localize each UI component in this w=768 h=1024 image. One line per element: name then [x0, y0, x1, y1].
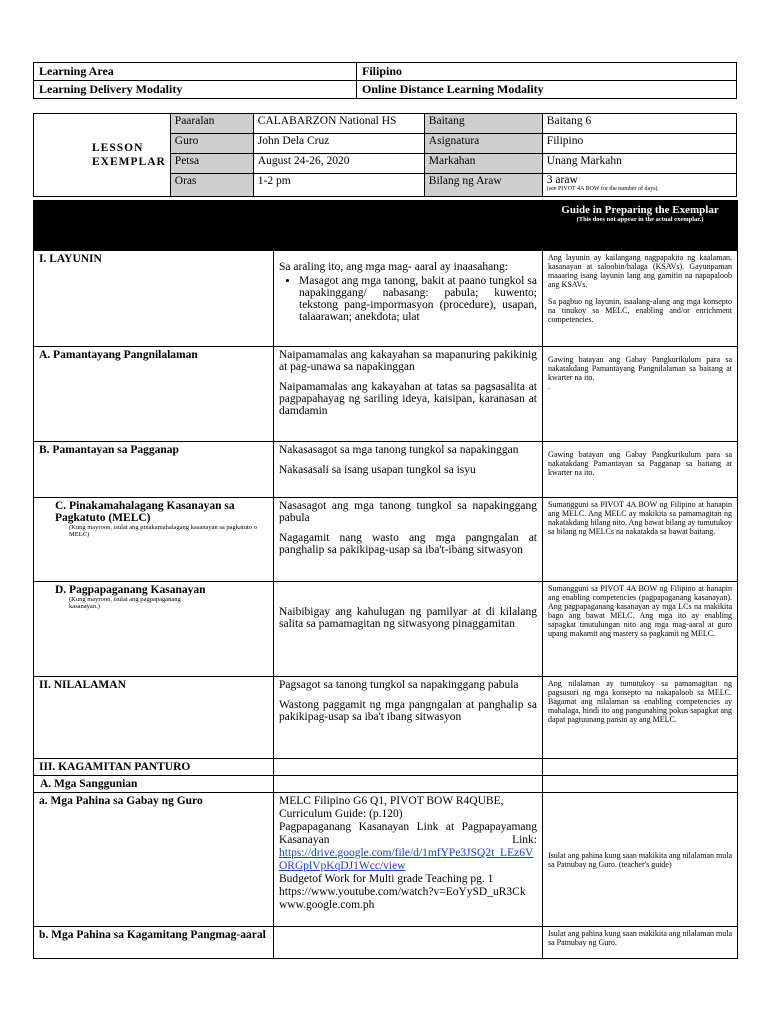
- melc-content: [274, 498, 543, 582]
- learning-area-value: Filipino: [357, 63, 737, 81]
- pamantayang-pangnilalaman-text-1: Naipamamalas ang kakayahan sa mapanuring pakikinig at pag-unawa sa napakinggan: [279, 349, 537, 373]
- nilalaman-guide: Ang nilalaman ay tumutukoy sa pamamagitan ng pagsusuri ng mga konsepto na nakapaloob sa MELC. Bagamat ang nilalaman sa enabling competencies ay mahalaga, hindi ito ang pangunahing pokus sapagkat ang dapat pagtuunang pansin ay ang MELC.: [543, 677, 738, 759]
- header-blank-1: [34, 201, 274, 251]
- layunin-label: I. LAYUNIN: [34, 251, 274, 347]
- nilalaman-label: II. NILALAMAN: [34, 677, 274, 759]
- modality-label: Learning Delivery Modality: [34, 81, 357, 99]
- bilang-value: 3 araw: [546, 174, 578, 186]
- pagpapaganang-guide: Sumangguni sa PIVOT 4A BOW ng Filipino at hanapin ang enabling competencies (pagpapaganang kasanayan). Ang pagpapaganang kasanayan ay mga LCs na makikita bago ang bawat MELC. Ang mga ito ay enabling sapagkat tinutulungan nito ang mga mag-aaral at guro upang makamit ang mastery sa pagkamit ng MELC.: [543, 582, 738, 677]
- header-blank-2: [274, 201, 543, 251]
- pagpapaganang-label-cell: [34, 582, 274, 677]
- guro-label: Guro: [170, 134, 253, 154]
- pamantayang-pangnilalaman-guide: [543, 347, 738, 442]
- pamantayang-pangnilalaman-content: [274, 347, 543, 442]
- gabay-line-4: https://www.youtube.com/watch?v=EoYySD_uR3Ck: [279, 886, 526, 898]
- row-sanggunian: [34, 776, 738, 793]
- sanggunian-blank-3: [543, 776, 738, 793]
- row-kagamitan: [34, 759, 738, 776]
- guide-header-title: Guide in Preparing the Exemplar: [561, 204, 719, 216]
- bilang-label: Bilang ng Araw: [424, 174, 542, 197]
- pagpapaganang-content: [274, 582, 543, 677]
- layunin-guide-2: Sa pagbuo ng layunin, isaalang-alang ang mga konsepto na tinukoy sa MELC, enabling and/or enrichment competencies.: [548, 297, 732, 324]
- pamantayang-pangnilalaman-guide-text: Gawing batayan ang Gabay Pangkurikulum para sa nakatakdang Pamantayang Pangnilalaman sa baitang at kwarter na ito.: [548, 355, 732, 382]
- exemplar-table: [33, 200, 738, 959]
- row-gabay-ng-guro: [34, 793, 738, 927]
- gabay-line-5: www.google.com.ph: [279, 899, 375, 911]
- row-layunin: [34, 251, 738, 347]
- kagamitan-blank-3: [543, 759, 738, 776]
- lesson-exemplar-title: LESSON EXEMPLAR: [34, 114, 171, 197]
- nilalaman-text-1: Pagsagot sa tanong tungkol sa napakinggang pabula: [279, 679, 519, 691]
- guide-header: [543, 201, 738, 251]
- pamantayan-sa-pagganap-text-1: Nakasasagot sa mga tanong tungkol sa napakinggan: [279, 444, 519, 456]
- paaralan-value: CALABARZON National HS: [253, 114, 424, 134]
- guide-header-sub: (This does not appear in the actual exemplar.): [576, 216, 704, 223]
- asignatura-label: Asignatura: [424, 134, 542, 154]
- pamantayan-sa-pagganap-guide-text: Gawing batayan ang Gabay Pangkurikulum para sa nakatakdang Pamantayan sa Pagganap sa baitang at kwarter na ito.: [548, 450, 732, 477]
- learning-area-label: Learning Area: [34, 63, 357, 81]
- bilang-note: (see PIVOT 4A BOW for the number of days): [546, 186, 658, 192]
- pamantayan-sa-pagganap-text-2: Nakasasali sa isang usapan tungkol sa isyu: [279, 464, 476, 476]
- pamantayang-pangnilalaman-text-2: Naipamamalas ang kakayahan at tatas sa pagsasalita at pagpapahayag ng sariling ideya, kaisipan, karanasan at damdamin: [279, 381, 537, 417]
- sanggunian-blank-2: [274, 776, 543, 793]
- drive-link[interactable]: https://drive.google.com/file/d/1mfYPe3JSQ2t_LEz6VORGplVpKqDJ1Wcc/view: [279, 847, 534, 872]
- pagpapaganang-text: Naibibigay ang kahulugan ng pamilyar at di kilalang salita sa pamamagitan ng sitwasyong pinaggamitan: [279, 606, 537, 630]
- layunin-content: [274, 251, 543, 347]
- gabay-ng-guro-guide: Isulat ang pahina kung saan makikita ang nilalaman mula sa Patnubay ng Guro. (teacher's guide): [543, 793, 738, 927]
- kagamitang-guide: Isulat ang pahina kung saan makikita ang nilalaman mula sa Patnubay ng Guro.: [543, 927, 738, 959]
- melc-text-2: Nagagamit nang wasto ang mga pangngalan at panghalip sa pakikipag-usap sa iba't-ibang sitwasyon: [279, 532, 537, 556]
- paaralan-label: Paaralan: [170, 114, 253, 134]
- row-melc: [34, 498, 738, 582]
- row-pagpapaganang-kasanayan: [34, 582, 738, 677]
- layunin-guide: [543, 251, 738, 347]
- pagpapaganang-label: D. Pagpapaganang Kasanayan: [55, 584, 206, 596]
- kagamitang-pangmag-aaral-label: b. Mga Pahina sa Kagamitang Pangmag-aaral: [34, 927, 274, 959]
- kagamitan-label: III. KAGAMITAN PANTURO: [34, 759, 274, 776]
- gabay-ng-guro-label: a. Mga Pahina sa Gabay ng Guro: [34, 793, 274, 927]
- row-kagamitang-pangmag-aaral: [34, 927, 738, 959]
- nilalaman-text-2: Wastong paggamit ng mga pangngalan at panghalip sa pakikipag-usap sa iba't ibang sitwasyon: [279, 699, 537, 723]
- sanggunian-label: A. Mga Sanggunian: [34, 776, 274, 793]
- petsa-value: August 24-26, 2020: [253, 154, 424, 174]
- gabay-ng-guro-content: [274, 793, 543, 927]
- row-pamantayang-pangnilalaman: [34, 347, 738, 442]
- bilang-cell: [542, 174, 736, 197]
- learning-area-table: [33, 62, 737, 99]
- modality-value: Online Distance Learning Modality: [357, 81, 737, 99]
- pagpapaganang-sub: (Kung mayroon, isulat ang pagpapaganang kasanayan.): [69, 596, 181, 610]
- guro-value: John Dela Cruz: [253, 134, 424, 154]
- pamantayan-sa-pagganap-content: [274, 442, 543, 498]
- oras-value: 1-2 pm: [253, 174, 424, 197]
- layunin-text: Sa araling ito, ang mga mag- aaral ay inaasahang:: [279, 261, 508, 273]
- gabay-line-3: Budgetof Work for Multi grade Teaching pg. 1: [279, 873, 494, 885]
- markahan-value: Unang Markahn: [542, 154, 736, 174]
- melc-label: C. Pinakamahalagang Kasanayan sa Pagkatuto (MELC): [55, 500, 235, 524]
- header-row: [34, 201, 738, 251]
- gabay-line-1: MELC Filipino G6 Q1, PIVOT BOW R4QUBE, Curriculum Guide: (p.120): [279, 795, 504, 820]
- nilalaman-content: [274, 677, 543, 759]
- pamantayang-pangnilalaman-guide-dot: .: [548, 382, 550, 391]
- melc-text-1: Nasasagot ang mga tanong tungkol sa napakinggang pabula: [279, 500, 537, 524]
- layunin-bullet: • Masagot ang mga tanong, bakit at paano tungkol sa napakinggang/ nabasang: pabula; kuwento; tekstong pang-impormasyon (procedure), usapan, talaarawan; anekdota; ulat: [299, 275, 537, 323]
- melc-sub: (Kung mayroon, isulat ang pinakamahalagang kasanayan sa pagkatuto o MELC): [69, 524, 257, 538]
- asignatura-value: Filipino: [542, 134, 736, 154]
- gabay-line-2: Pagpapaganang Kasanayan Link at Pagpapayamang Kasanayan Link:: [279, 821, 537, 846]
- row-pamantayan-sa-pagganap: [34, 442, 738, 498]
- pamantayan-sa-pagganap-label: B. Pamantayan sa Pagganap: [34, 442, 274, 498]
- kagamitan-blank-2: [274, 759, 543, 776]
- markahan-label: Markahan: [424, 154, 542, 174]
- melc-label-cell: [34, 498, 274, 582]
- row-nilalaman: [34, 677, 738, 759]
- layunin-guide-1: Ang layunin ay kailangang nagpapakita ng kaalaman, kasanayan at saloobin/halaga (KSAVs). Gayunpaman maaaring isang layunin lang ang gamitin na napapaloob ang KSAVs.: [548, 253, 732, 289]
- pamantayang-pangnilalaman-label: A. Pamantayang Pangnilalaman: [34, 347, 274, 442]
- melc-guide: Sumangguni sa PIVOT 4A BOW ng Filipino at hanapin ang MELC. Ang MELC ay makikita sa pamamagitan ng nakatakdang bilang nito. Ang bawat bilang ay tumutukoy sa bilang ng MELCs na nakatakda sa bawat baitang.: [543, 498, 738, 582]
- kagamitang-blank: [274, 927, 543, 959]
- baitang-label: Baitang: [424, 114, 542, 134]
- petsa-label: Petsa: [170, 154, 253, 174]
- baitang-value: Baitang 6: [542, 114, 736, 134]
- oras-label: Oras: [170, 174, 253, 197]
- pamantayan-sa-pagganap-guide: [543, 442, 738, 498]
- lesson-info-table: [33, 113, 737, 197]
